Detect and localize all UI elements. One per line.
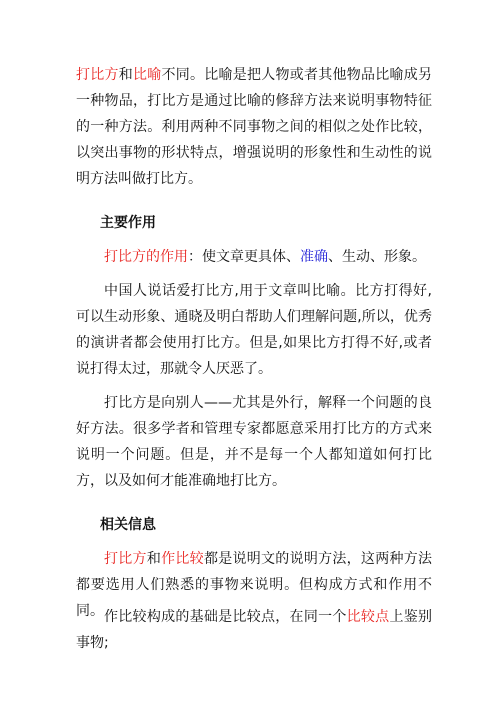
intro-text: 不同。比喻是把人物或者其他物品比喻成另一种物品，打比方是通过比喻的修辞方法来说明事物特征的一种方法。利用两种不同事物之间的相似之处作比较，以突出事物的形状特点，增强说明的形象性和生动性的说明方法叫做打比方。: [76, 67, 432, 187]
effect-label: 打比方的作用: [104, 249, 188, 265]
heading-related-info: 相关信息: [100, 517, 156, 533]
effect-accurate: 准确: [300, 249, 328, 265]
term-dafangbi: 打比方: [76, 67, 119, 83]
last-prefix: 作比较构成的基础是比较点，在同一个: [104, 609, 347, 625]
effect-paragraph: [76, 244, 432, 270]
intro-paragraph: [76, 62, 432, 192]
effect-colon-text: ：使文章更具体、: [188, 249, 300, 265]
main-paragraph-1: 中国人说话爱打比方,用于文章叫比喻。比方打得好,可以生动形象、通晓及明白帮助人们理解问题,所以，优秀的演讲者都会使用打比方。但是,如果比方打得不好,或者说打得太过，那就令人厌恶了。: [76, 283, 432, 377]
last-term-bijiaodian: 比较点: [346, 609, 390, 625]
heading-main-function: 主要作用: [100, 215, 156, 231]
related-term-zuobijiao: 作比较: [161, 551, 204, 567]
related-joiner: 和: [146, 551, 162, 567]
term-biyu: 比喻: [133, 67, 162, 83]
main-paragraph-2: 打比方是向别人——尤其是外行，解释一个问题的良好方法。很多学者和管理专家都愿意采用打比方的方式来说明一个问题。但是，并不是每一个人都知道如何打比方，以及如何才能准确地打比方。: [76, 395, 432, 489]
intro-joiner: 和: [118, 67, 133, 83]
related-term-dafangbi: 打比方: [104, 551, 147, 567]
effect-rest: 、生动、形象。: [328, 249, 426, 265]
related-text: 都是说明文的说明方法，这两种方法都要选用人们熟悉的事物来说明。但构成方式和作用不同。: [76, 551, 433, 619]
last-suffix: 上鉴别事物;: [76, 609, 433, 651]
last-paragraph: [76, 604, 432, 656]
